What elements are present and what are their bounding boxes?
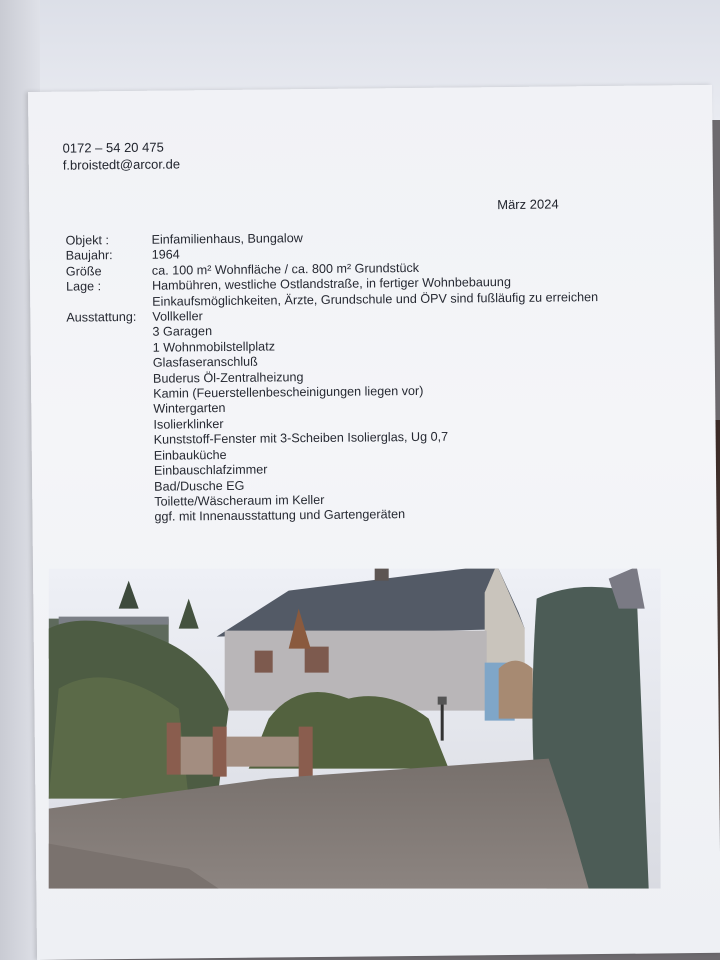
- email-address: f.broistedt@arcor.de: [62, 156, 181, 173]
- equipment-item: 3 Garagen: [152, 324, 213, 340]
- equipment-item: ggf. mit Innenausstattung und Gartengeräten: [154, 507, 406, 525]
- equipment-item: 1 Wohnmobilstellplatz: [152, 339, 276, 355]
- equipment-item: Buderus Öl-Zentralheizung: [152, 369, 304, 386]
- equipment-item: Isolierklinker: [153, 416, 224, 432]
- detail-value: Einfamilienhaus, Bungalow: [151, 231, 303, 247]
- house-photo: [49, 569, 661, 889]
- detail-label: Objekt :: [65, 233, 110, 248]
- equipment-item: Glasfaseranschluß: [152, 354, 258, 370]
- property-details: [65, 228, 600, 526]
- detail-value: 1964: [151, 247, 180, 263]
- document-date: März 2024: [497, 196, 559, 213]
- detail-value: ca. 100 m² Wohnfläche / ca. 800 m² Grundstück: [151, 260, 420, 278]
- detail-label: Lage :: [65, 279, 102, 294]
- equipment-item: Kunststoff-Fenster mit 3-Scheiben Isolierglas, Ug 0,7: [153, 429, 449, 447]
- detail-label: Ausstattung:: [66, 309, 137, 325]
- detail-value: Hambühren, westliche Ostlandstraße, in fertiger Wohnbebauung: [151, 275, 511, 293]
- detail-row-lage: [66, 274, 598, 310]
- phone-number: 0172 – 54 20 475: [62, 139, 164, 156]
- detail-value: Einkaufsmöglichkeiten, Ärzte, Grundschule und ÖPV sind fußläufig zu erreichen: [152, 289, 599, 309]
- equipment-item: Toilette/Wäscheraum im Keller: [154, 492, 325, 509]
- contact-block: [63, 138, 181, 173]
- detail-row-ausstattung: [66, 305, 600, 526]
- equipment-item: Einbauschlafzimmer: [153, 462, 268, 478]
- detail-label: Größe: [65, 264, 102, 279]
- document-page: [28, 85, 720, 960]
- equipment-item: Kamin (Feuerstellenbescheinigungen liegen vor): [153, 383, 424, 401]
- equipment-item: Vollkeller: [152, 309, 203, 324]
- detail-label: Baujahr:: [65, 248, 113, 264]
- equipment-item: Bad/Dusche EG: [154, 478, 245, 494]
- equipment-item: Wintergarten: [153, 401, 226, 417]
- house-photo-illustration: [49, 569, 661, 889]
- equipment-item: Einbauküche: [153, 447, 227, 463]
